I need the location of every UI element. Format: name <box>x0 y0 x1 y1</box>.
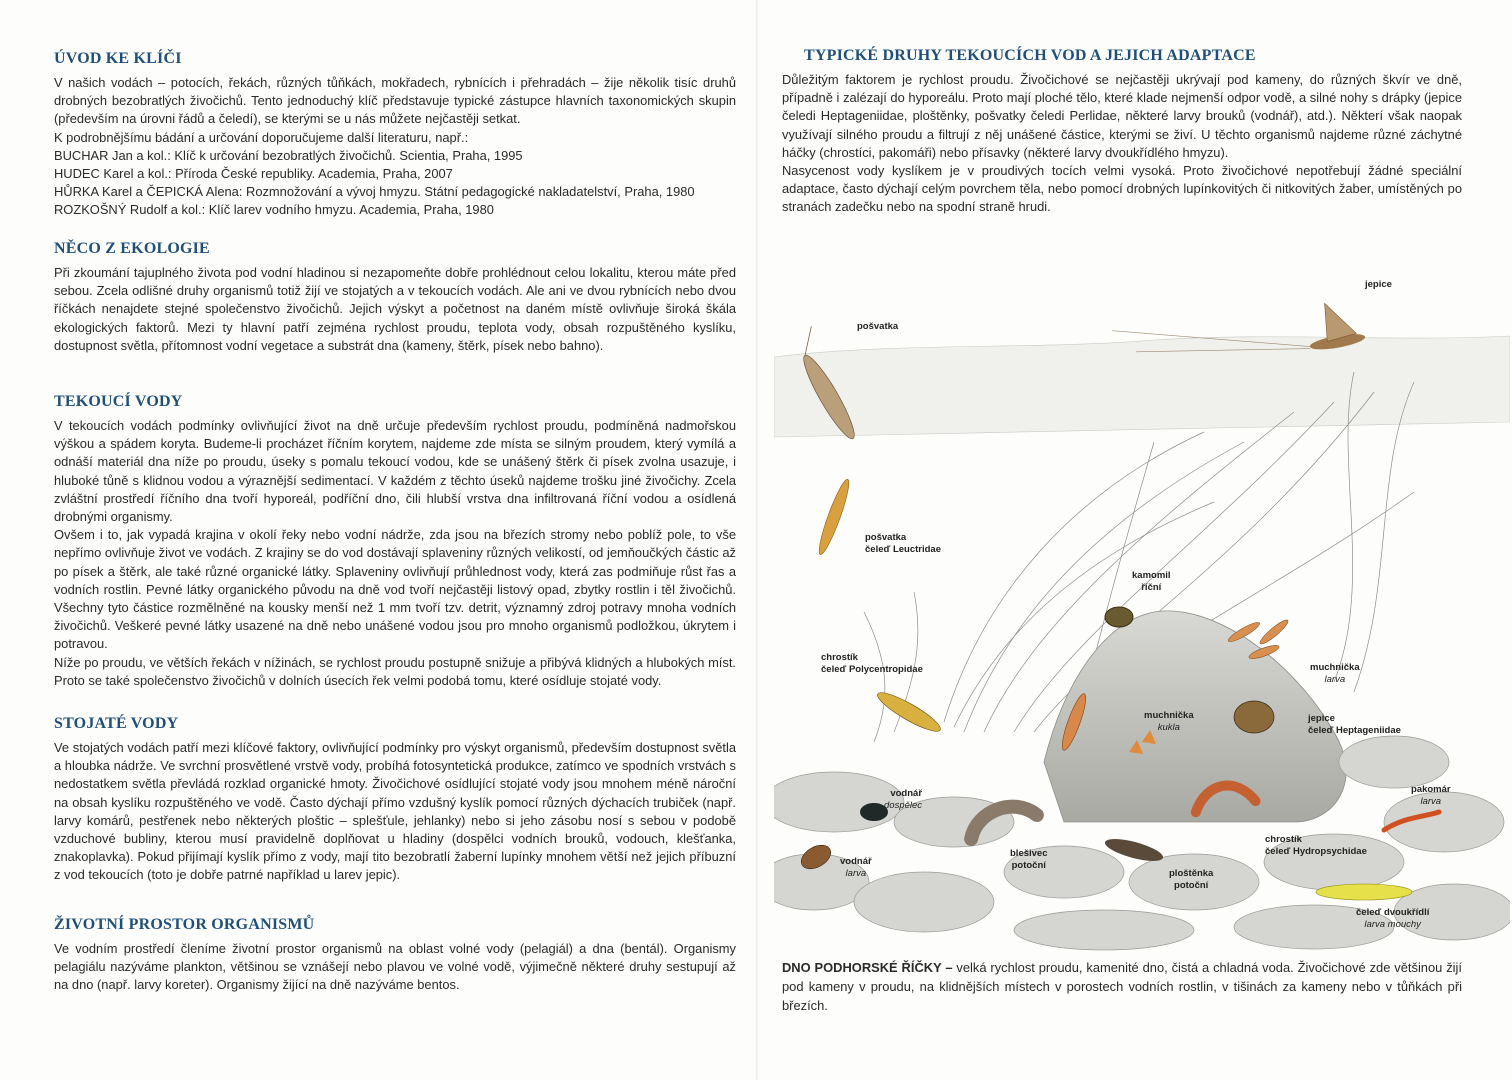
reference-item: HUDEC Karel a kol.: Příroda České republiky. Academia, Praha, 2007 <box>54 166 453 182</box>
label-jepice: jepice <box>1365 279 1392 290</box>
label-muchnicka-larva: muchnička larva <box>1310 662 1360 685</box>
heading-ekologie: NĚCO Z EKOLOGIE <box>54 240 210 257</box>
label-jepice-heptageniidae: jepice čeleď Heptageniidae <box>1308 713 1401 736</box>
label-vodnar-larva: vodnář larva <box>840 856 872 879</box>
label-plostenka: ploštěnka potoční <box>1169 868 1214 891</box>
caption-text: velká rychlost proudu, kamenité dno, čistá a chladná voda. Živočichové zde většinou žijí pod kameny v proudu, na klidnějších místech v porostech vodních rostlin, v tišinách za kameny nebo v tůňkách při březích. <box>782 960 1462 1013</box>
riverbed-drawing <box>774 262 1510 952</box>
uvod-lit-intro: K podrobnějšímu bádání a určování doporučujeme další literaturu, např.: <box>54 129 469 145</box>
section-ekologie <box>54 240 736 355</box>
section-tekouci <box>54 393 736 690</box>
reference-item: ROZKOŠNÝ Rudolf a kol.: Klíč larev vodního hmyzu. Academia, Praha, 1980 <box>54 202 494 218</box>
label-posvatka-leuctridae: pošvatka čeleď Leuctridae <box>865 532 941 555</box>
reference-item: BUCHAR Jan a kol.: Klíč k určování bezobratlých živočichů. Scientia, Praha, 1995 <box>54 147 523 163</box>
riverbed-illustration <box>774 262 1510 952</box>
label-chrostik-hydropsychidae: chrostík čeleď Hydropsychidae <box>1265 834 1367 857</box>
reference-item: HŮRKA Karel a ČEPICKÁ Alena: Rozmnožování a vývoj hmyzu. Státní pedagogické nakladatelství, Praha, 1980 <box>54 184 695 200</box>
section-prostor <box>54 916 736 995</box>
typicke-paragraph-1: Důležitým faktorem je rychlost proudu. Živočichové se nejčastěji ukrývají pod kameny, do různých škvír ve dně, případně i zalézají do hyporeálu. Proto mají ploché tělo, které klade nejmenší odpor vodě, a silné nohy s drápky (jepice čeledi Heptageniidae, ploštěnky, pošvatky čeledi Perlidae, některé larvy brouků (vodnář), atd.). Některí však naopak využívají silného proudu a filtrují z něj unášené částice, kterými se živí. U těchto organismů najdeme různé záchytné háčky (chrostíci, pakomáři) nebo přísavky (některé larvy dvoukřídlého hmyzu). <box>782 72 1462 160</box>
label-kamomil: kamomil říční <box>1132 570 1171 593</box>
label-blesivec: blešivec potoční <box>1010 848 1048 871</box>
section-typicke <box>782 47 1462 217</box>
label-muchnicka-kukla: muchnička kukla <box>1144 710 1194 733</box>
fly-larva-drawing <box>1316 884 1412 900</box>
caption-title: DNO PODHORSKÉ ŘÍČKY – <box>782 960 953 975</box>
page-fold <box>756 0 758 1080</box>
heading-tekouci: TEKOUCÍ VODY <box>54 393 183 410</box>
central-rock <box>1044 611 1346 822</box>
ekologie-paragraph: Při zkoumání tajuplného života pod vodní hladinou si nezapomeňte dobře prohlédnout celou lokalitu, kterou máte před sebou. Zcela odlišné druhy organismů totiž žijí ve stojatých a v tekoucích vodách. Ale ani ve dvou rybnících nebo dvou říčkách nenajdete stejné společenstvo živočichů. Jejich výskyt a početnost na daném místě ovlivňuje široká škála ekologických faktorů. Mezi ty hlavní patří zejména rychlost proudu, teplota vody, obsah rozpuštěného kyslíku, dostupnost světla, přítomnost vodní vegetace a substrát dna (kameny, štěrk, písek nebo bahno). <box>54 265 736 353</box>
label-chrostik-polycentropidae: chrostík čeleď Polycentropidae <box>821 652 923 675</box>
label-pakomar: pakomár larva <box>1411 784 1451 807</box>
caddisfly-larva-drawing <box>874 687 944 737</box>
section-stojate <box>54 715 736 885</box>
typicke-paragraph-2: Nasycenost vody kyslíkem je v proudivých tocích velmi vysoká. Proto živočichové nepotřebují žádné speciální adaptace, často dýchají celým povrchem těla, nebo pomocí drobných lupínkovitých či nitkovitých žaber, umístěných po stranách zadečku nebo na spodní straně hrudi. <box>782 163 1462 215</box>
heptageniid-mayfly-larva-drawing <box>1234 701 1274 733</box>
tekouci-paragraph-2: Ovšem i to, jak vypadá krajina v okolí řeky nebo vodní nádrže, zda jsou na březích stromy nebo poblíž pole, to vše nepřímo ovlivňuje život ve vodách. Z krajiny se do vod dostávají splaveniny různých velikostí, od jemňoučkých částic až po písek a štěrk, ale také různé organické látky. Splaveniny ovlivňují průhlednost vody, která zas podmiňuje růst řas a vodních rostlin. Pevné látky organického původu na dně vod tvoří nejčastěji listový opad, zbytky rostlin i těl živočichů. Všechny tyto částice rozmělněné na kousky menší než 1 mm tvoří tzv. detrit, významný zdroj potravy mnoha vodních živočichů. Veškeré pevné látky usazené na dně nebo unášené vodou jsou pro mnoho organismů podložkou, úkrytem i potravou. <box>54 527 736 652</box>
label-posvatka: pošvatka <box>857 321 899 332</box>
heading-typicke: TYPICKÉ DRUHY TEKOUCÍCH VOD A JEJICH ADAPTACE <box>804 47 1256 64</box>
section-uvod <box>54 50 736 220</box>
tekouci-paragraph-3: Níže po proudu, ve větších řekách v nížinách, se rychlost proudu postupně snižuje a přibývá klidných a hlubokých míst. Proto se také společenstvo živočichů v dolních úsecích řek velmi podobá tomu, které osídluje stojaté vody. <box>54 654 736 688</box>
river-limpet-drawing <box>1105 607 1133 627</box>
stojate-paragraph: Ve stojatých vodách patří mezi klíčové faktory, ovlivňující podmínky pro výskyt organismů, především dostupnost světla a hloubka nádrže. Ve svrchní prosvětlené vrstvě vody, probíhá fotosyntetická produkce, zatímco ve spodních vrstvách s nedostatkem světla převládá rozklad organické hmoty. Živočichové osídlující stojaté vody jsou mnohem méně nároční na obsah kyslíku rozpuštěného ve vodě. Často dýchají přímo vzdušný kyslík pomocí různých dýchacích trubiček (např. larvy komárů, pestřenek nebo některých ploštic – splešťule, jehlanky) nebo si jeho zásobu nosí s sebou v podobě vzduchové bubliny, kterou musí pravidelně doplňovat u hladiny (dospělci vodních brouků, vodouch, klešťanka, znakoplavka). Pokud přijímají kyslík přímo z vody, mají tito bezobratlí žaberní lupínky mnohem větší než jejich příbuzní z vod tekoucích (toto je dobře patrné například u larev jepic). <box>54 740 736 883</box>
uvod-paragraph: V našich vodách – potocích, řekách, různých tůňkách, mokřadech, rybnících i přehradách – žije několik tisíc druhů drobných bezobratlých živočichů. Tento jednoduchý klíč představuje typické zástupce hlavních taxonomických skupin (především na úrovni řádů a čeledí), se kterými se u nás můžete nejčastěji setkat. <box>54 75 736 127</box>
tekouci-paragraph-1: V tekoucích vodách podmínky ovlivňující život na dně určuje především rychlost proudu, podmíněná nadmořskou výškou a spádem koryta. Budeme-li procházet říčním korytem, najdeme zde místa se silným proudem, který vymílá a odnáší materiál dna níže po proudu, úseky s pomalu tekoucí vodou, kde se unášený štěrk či písek zvolna usazuje, i hluboké tůně s klidnou vodou a výraznější sedimentací. V každém z těchto úseků najdeme trošku jiné živočichy. Zcela zvláštní prostředí říčního dna tvoří hyporeál, podříční dno, čili hlubší vrstva dna infiltrovaná říční vodou a osídlená drobnými organismy. <box>54 418 736 525</box>
reference-list <box>54 147 736 220</box>
heading-prostor: ŽIVOTNÍ PROSTOR ORGANISMŮ <box>54 916 315 933</box>
heading-stojate: STOJATÉ VODY <box>54 715 179 732</box>
heading-uvod: ÚVOD KE KLÍČI <box>54 50 182 67</box>
stonefly-larva-drawing <box>815 477 854 556</box>
label-dvoukridli: čeleď dvoukřídlí larva mouchy <box>1356 907 1430 930</box>
illustration-caption <box>782 958 1462 1015</box>
water-surface <box>774 336 1510 437</box>
label-vodnar-dospelec: vodnář dospělec <box>884 788 923 811</box>
uvod-body <box>54 74 736 220</box>
prostor-paragraph: Ve vodním prostředí členíme životní prostor organismů na oblast volné vody (pelagiál) a dna (bentál). Organismy pelagiálu nazýváme plankton, většinou se vznášejí nebo plavou ve volné vodě, výjimečně některé druhy sestupují až na dno (např. larvy koreter). Organismy žijící na dně nazýváme bentos. <box>54 941 736 993</box>
